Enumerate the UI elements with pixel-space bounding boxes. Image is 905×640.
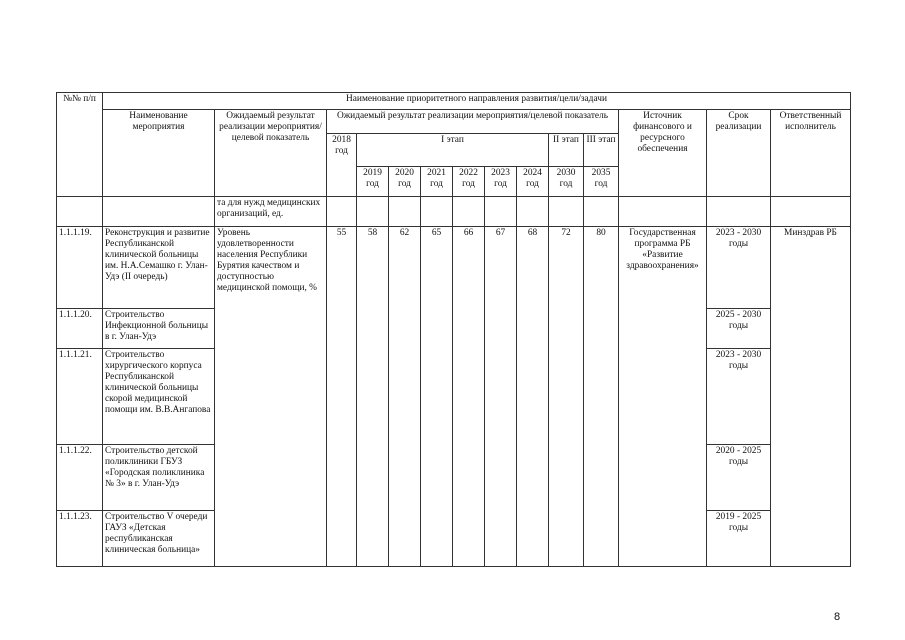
table-cell — [619, 445, 707, 511]
value-2035: 80 — [584, 227, 619, 309]
table-cell — [771, 197, 851, 227]
table-cell — [453, 349, 485, 445]
header-year-2024: 2024 год — [517, 167, 549, 197]
row-term: 2019 - 2025 годы — [707, 511, 771, 567]
row-measure-name: Строительство V очереди ГАУЗ «Детская республиканская клиническая больница» — [103, 511, 215, 567]
table-cell — [584, 349, 619, 445]
value-2022: 66 — [453, 227, 485, 309]
table-cell — [771, 309, 851, 349]
row-number: 1.1.1.19. — [57, 227, 103, 309]
table-cell — [549, 309, 584, 349]
table-cell — [619, 511, 707, 567]
table-cell — [327, 445, 357, 511]
header-year-2030: 2030 год — [549, 167, 584, 197]
table-cell — [453, 309, 485, 349]
table-cell — [517, 445, 549, 511]
table-cell — [327, 309, 357, 349]
row-number: 1.1.1.20. — [57, 309, 103, 349]
table-cell — [57, 197, 103, 227]
table-cell — [389, 349, 421, 445]
header-term: Срок реализации — [707, 110, 771, 197]
table-cell — [389, 197, 421, 227]
row-measure-name: Строительство Инфекционной больницы в г. Улан-Удэ — [103, 309, 215, 349]
table-cell — [453, 197, 485, 227]
table-cell — [584, 445, 619, 511]
header-source: Источник финансового и ресурсного обеспечения — [619, 110, 707, 197]
row-measure-name: Реконструкция и развитие Республиканской клинической больницы им. Н.А.Семашко г. Улан-Удэ (II очередь) — [103, 227, 215, 309]
table-row — [57, 349, 851, 445]
header-year-2035: 2035 год — [584, 167, 619, 197]
value-2023: 67 — [485, 227, 517, 309]
header-expected: Ожидаемый результат реализации мероприятия/целевой показатель — [215, 110, 327, 197]
row-source: Государственная программа РБ «Развитие здравоохранения» — [619, 227, 707, 309]
header-year-2020: 2020 год — [389, 167, 421, 197]
row-responsible: Минздрав РБ — [771, 227, 851, 309]
table-cell — [517, 349, 549, 445]
table-cell — [421, 445, 453, 511]
header-stage-2: II этап — [549, 134, 584, 167]
table-cell — [549, 349, 584, 445]
table-row — [57, 309, 851, 349]
table-cell — [771, 349, 851, 445]
continuation-text: та для нужд медицинских организаций, ед. — [215, 197, 327, 227]
table-cell — [619, 197, 707, 227]
row-measure-name: Строительство детской поликлиники ГБУЗ «Городская поликлиника № 3» в г. Улан-Удэ — [103, 445, 215, 511]
table-cell — [485, 511, 517, 567]
header-expected-group: Ожидаемый результат реализации мероприятия/целевой показатель — [327, 110, 619, 134]
table-cell — [357, 445, 389, 511]
value-2024: 68 — [517, 227, 549, 309]
value-2019: 58 — [357, 227, 389, 309]
table-cell — [771, 511, 851, 567]
table-cell — [707, 197, 771, 227]
table-cell — [485, 445, 517, 511]
row-number: 1.1.1.21. — [57, 349, 103, 445]
table-cell — [584, 511, 619, 567]
table-row — [57, 445, 851, 511]
row-number: 1.1.1.22. — [57, 445, 103, 511]
table-cell — [517, 511, 549, 567]
table-cell — [421, 309, 453, 349]
table-cell — [549, 197, 584, 227]
header-stage-1: I этап — [357, 134, 549, 167]
value-2021: 65 — [421, 227, 453, 309]
table-cell — [215, 309, 327, 349]
header-responsible: Ответственный исполнитель — [771, 110, 851, 197]
page-number: 8 — [834, 611, 841, 623]
table-cell — [103, 197, 215, 227]
table-row — [57, 511, 851, 567]
table-cell — [327, 511, 357, 567]
table-cell — [485, 349, 517, 445]
table-cell — [485, 197, 517, 227]
table-cell — [453, 445, 485, 511]
table-cell — [584, 197, 619, 227]
table-cell — [215, 445, 327, 511]
table-cell — [517, 309, 549, 349]
row-term: 2023 - 2030 годы — [707, 227, 771, 309]
table-cell — [327, 349, 357, 445]
header-year-2023: 2023 год — [485, 167, 517, 197]
table-cell — [549, 511, 584, 567]
header-year-2018: 2018 год — [327, 134, 357, 197]
row-number: 1.1.1.23. — [57, 511, 103, 567]
row-term: 2023 - 2030 годы — [707, 349, 771, 445]
value-2020: 62 — [389, 227, 421, 309]
table-cell — [215, 349, 327, 445]
table-cell — [584, 309, 619, 349]
table-cell — [389, 445, 421, 511]
table-cell — [421, 197, 453, 227]
header-stage-3: III этап — [584, 134, 619, 167]
row-term: 2025 - 2030 годы — [707, 309, 771, 349]
table-cell — [389, 511, 421, 567]
value-2030: 72 — [549, 227, 584, 309]
table-cell — [421, 349, 453, 445]
header-year-2021: 2021 год — [421, 167, 453, 197]
row-term: 2020 - 2025 годы — [707, 445, 771, 511]
table-cell — [389, 309, 421, 349]
table-cell — [357, 309, 389, 349]
table-cell — [549, 445, 584, 511]
table-cell — [517, 197, 549, 227]
table-cell — [771, 445, 851, 511]
table-cell — [485, 309, 517, 349]
header-priority: Наименование приоритетного направления развития/цели/задачи — [103, 93, 851, 110]
table-cell — [357, 349, 389, 445]
table-cell — [327, 197, 357, 227]
header-num: №№ п/п — [57, 93, 103, 197]
row-indicator: Уровень удовлетворенности населения Республики Бурятия качеством и доступностью медицинской помощи, % — [215, 227, 327, 309]
value-2018: 55 — [327, 227, 357, 309]
table-cell — [421, 511, 453, 567]
table-cell — [357, 197, 389, 227]
table-cell — [619, 349, 707, 445]
measures-table — [56, 92, 851, 567]
header-year-2022: 2022 год — [453, 167, 485, 197]
table-row — [57, 227, 851, 309]
table-cell — [215, 511, 327, 567]
row-measure-name: Строительство хирургического корпуса Республиканской клинической больницы скорой медицинской помощи им. В.В.Ангапова — [103, 349, 215, 445]
table-cell — [619, 309, 707, 349]
header-name: Наименование мероприятия — [103, 110, 215, 197]
header-year-2019: 2019 год — [357, 167, 389, 197]
table-cell — [357, 511, 389, 567]
table-cell — [453, 511, 485, 567]
